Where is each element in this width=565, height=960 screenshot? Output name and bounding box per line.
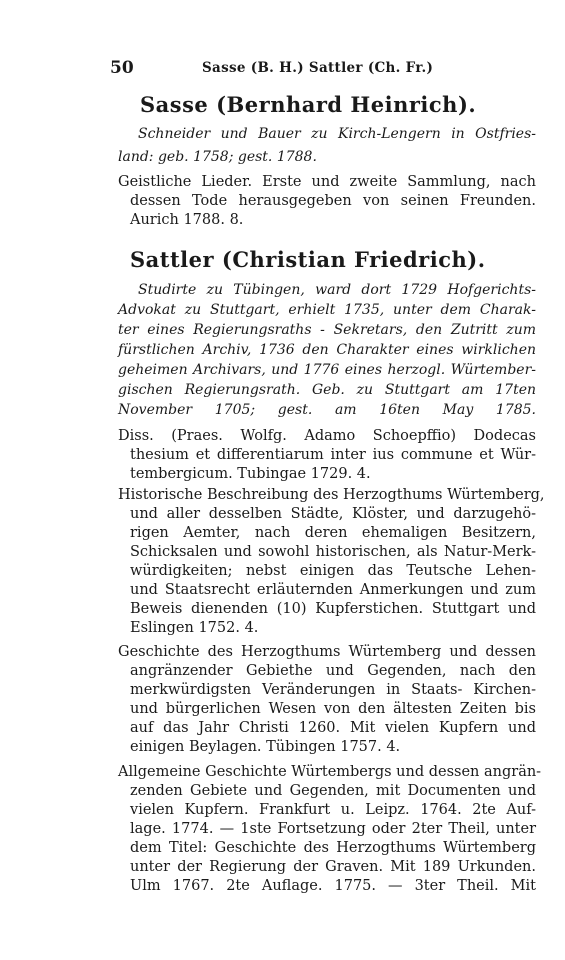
work-line: Historische Beschreibung des Herzogthums Würtemberg, xyxy=(118,487,545,503)
work-line: und Staatsrecht erläuternden Anmerkungen und zum xyxy=(130,582,536,598)
bio-line: geheimen Archivars, und 1776 eines herzogl. Würtember- xyxy=(118,362,536,378)
page-header xyxy=(110,58,530,80)
entry-title: Sattler (Christian Friedrich). xyxy=(130,247,486,272)
work-line: würdigkeiten; nebst einigen das Teutsche Lehen- xyxy=(130,563,536,579)
bio-line: ter eines Regierungsraths - Sekretars, den Zutritt zum xyxy=(118,322,536,338)
work-line: Eslingen 1752. 4. xyxy=(130,620,259,636)
bio-line: Schneider und Bauer zu Kirch-Lengern in Ostfries- xyxy=(138,126,536,142)
entry-title: Sasse (Bernhard Heinrich). xyxy=(140,92,477,117)
work-line: einigen Beylagen. Tübingen 1757. 4. xyxy=(130,739,401,755)
work-line: angränzender Gebiethe und Gegenden, nach den xyxy=(130,663,536,679)
work-line: Beweis dienenden (10) Kupferstichen. Stuttgart und xyxy=(130,601,536,617)
work-line: vielen Kupfern. Frankfurt u. Leipz. 1764. 2te Auf- xyxy=(130,802,536,818)
work-line: und bürgerlichen Wesen von den ältesten Zeiten bis xyxy=(130,701,536,717)
bio-line: Studirte zu Tübingen, ward dort 1729 Hofgerichts- xyxy=(138,282,536,298)
work-line: unter der Regierung der Graven. Mit 189 Urkunden. xyxy=(130,859,536,875)
bio-line: gischen Regierungsrath. Geb. zu Stuttgart am 17ten xyxy=(118,382,536,398)
work-line: Schicksalen und sowohl historischen, als Natur-Merk- xyxy=(130,544,536,560)
work-line: Aurich 1788. 8. xyxy=(130,212,244,228)
work-line: Geistliche Lieder. Erste und zweite Sammlung, nach xyxy=(118,174,536,190)
work-line: Allgemeine Geschichte Würtembergs und dessen angrän- xyxy=(118,764,542,780)
bio-line: November 1705; gest. am 16ten May 1785. xyxy=(118,402,536,418)
work-line: rigen Aemter, nach deren ehemaligen Besitzern, xyxy=(130,525,536,541)
bio-line: Advokat zu Stuttgart, erhielt 1735, unter dem Charak- xyxy=(118,302,536,318)
page-number: 50 xyxy=(110,58,134,78)
work-line: lage. 1774. — 1ste Fortsetzung oder 2ter Theil, unter xyxy=(130,821,536,837)
work-line: thesium et differentiarum inter ius commune et Wür- xyxy=(130,447,536,463)
bio-line: fürstlichen Archiv, 1736 den Charakter eines wirklichen xyxy=(118,342,536,358)
work-line: dem Titel: Geschichte des Herzogthums Würtemberg xyxy=(130,840,536,856)
work-line: Ulm 1767. 2te Auflage. 1775. — 3ter Theil. Mit xyxy=(130,878,536,894)
work-line: dessen Tode herausgegeben von seinen Freunden. xyxy=(130,193,536,209)
bio-line: land: geb. 1758; gest. 1788. xyxy=(118,149,317,165)
work-line: zenden Gebiete und Gegenden, mit Documenten und xyxy=(130,783,536,799)
work-line: merkwürdigsten Veränderungen in Staats- Kirchen- xyxy=(130,682,536,698)
work-line: tembergicum. Tubingae 1729. 4. xyxy=(130,466,371,482)
running-head: Sasse (B. H.) Sattler (Ch. Fr.) xyxy=(202,60,434,76)
work-line: Geschichte des Herzogthums Würtemberg und dessen xyxy=(118,644,536,660)
work-line: Diss. (Praes. Wolfg. Adamo Schoepffio) Dodecas xyxy=(118,428,536,444)
work-line: auf das Jahr Christi 1260. Mit vielen Kupfern und xyxy=(130,720,536,736)
work-line: und aller desselben Städte, Klöster, und darzugehö- xyxy=(130,506,536,522)
